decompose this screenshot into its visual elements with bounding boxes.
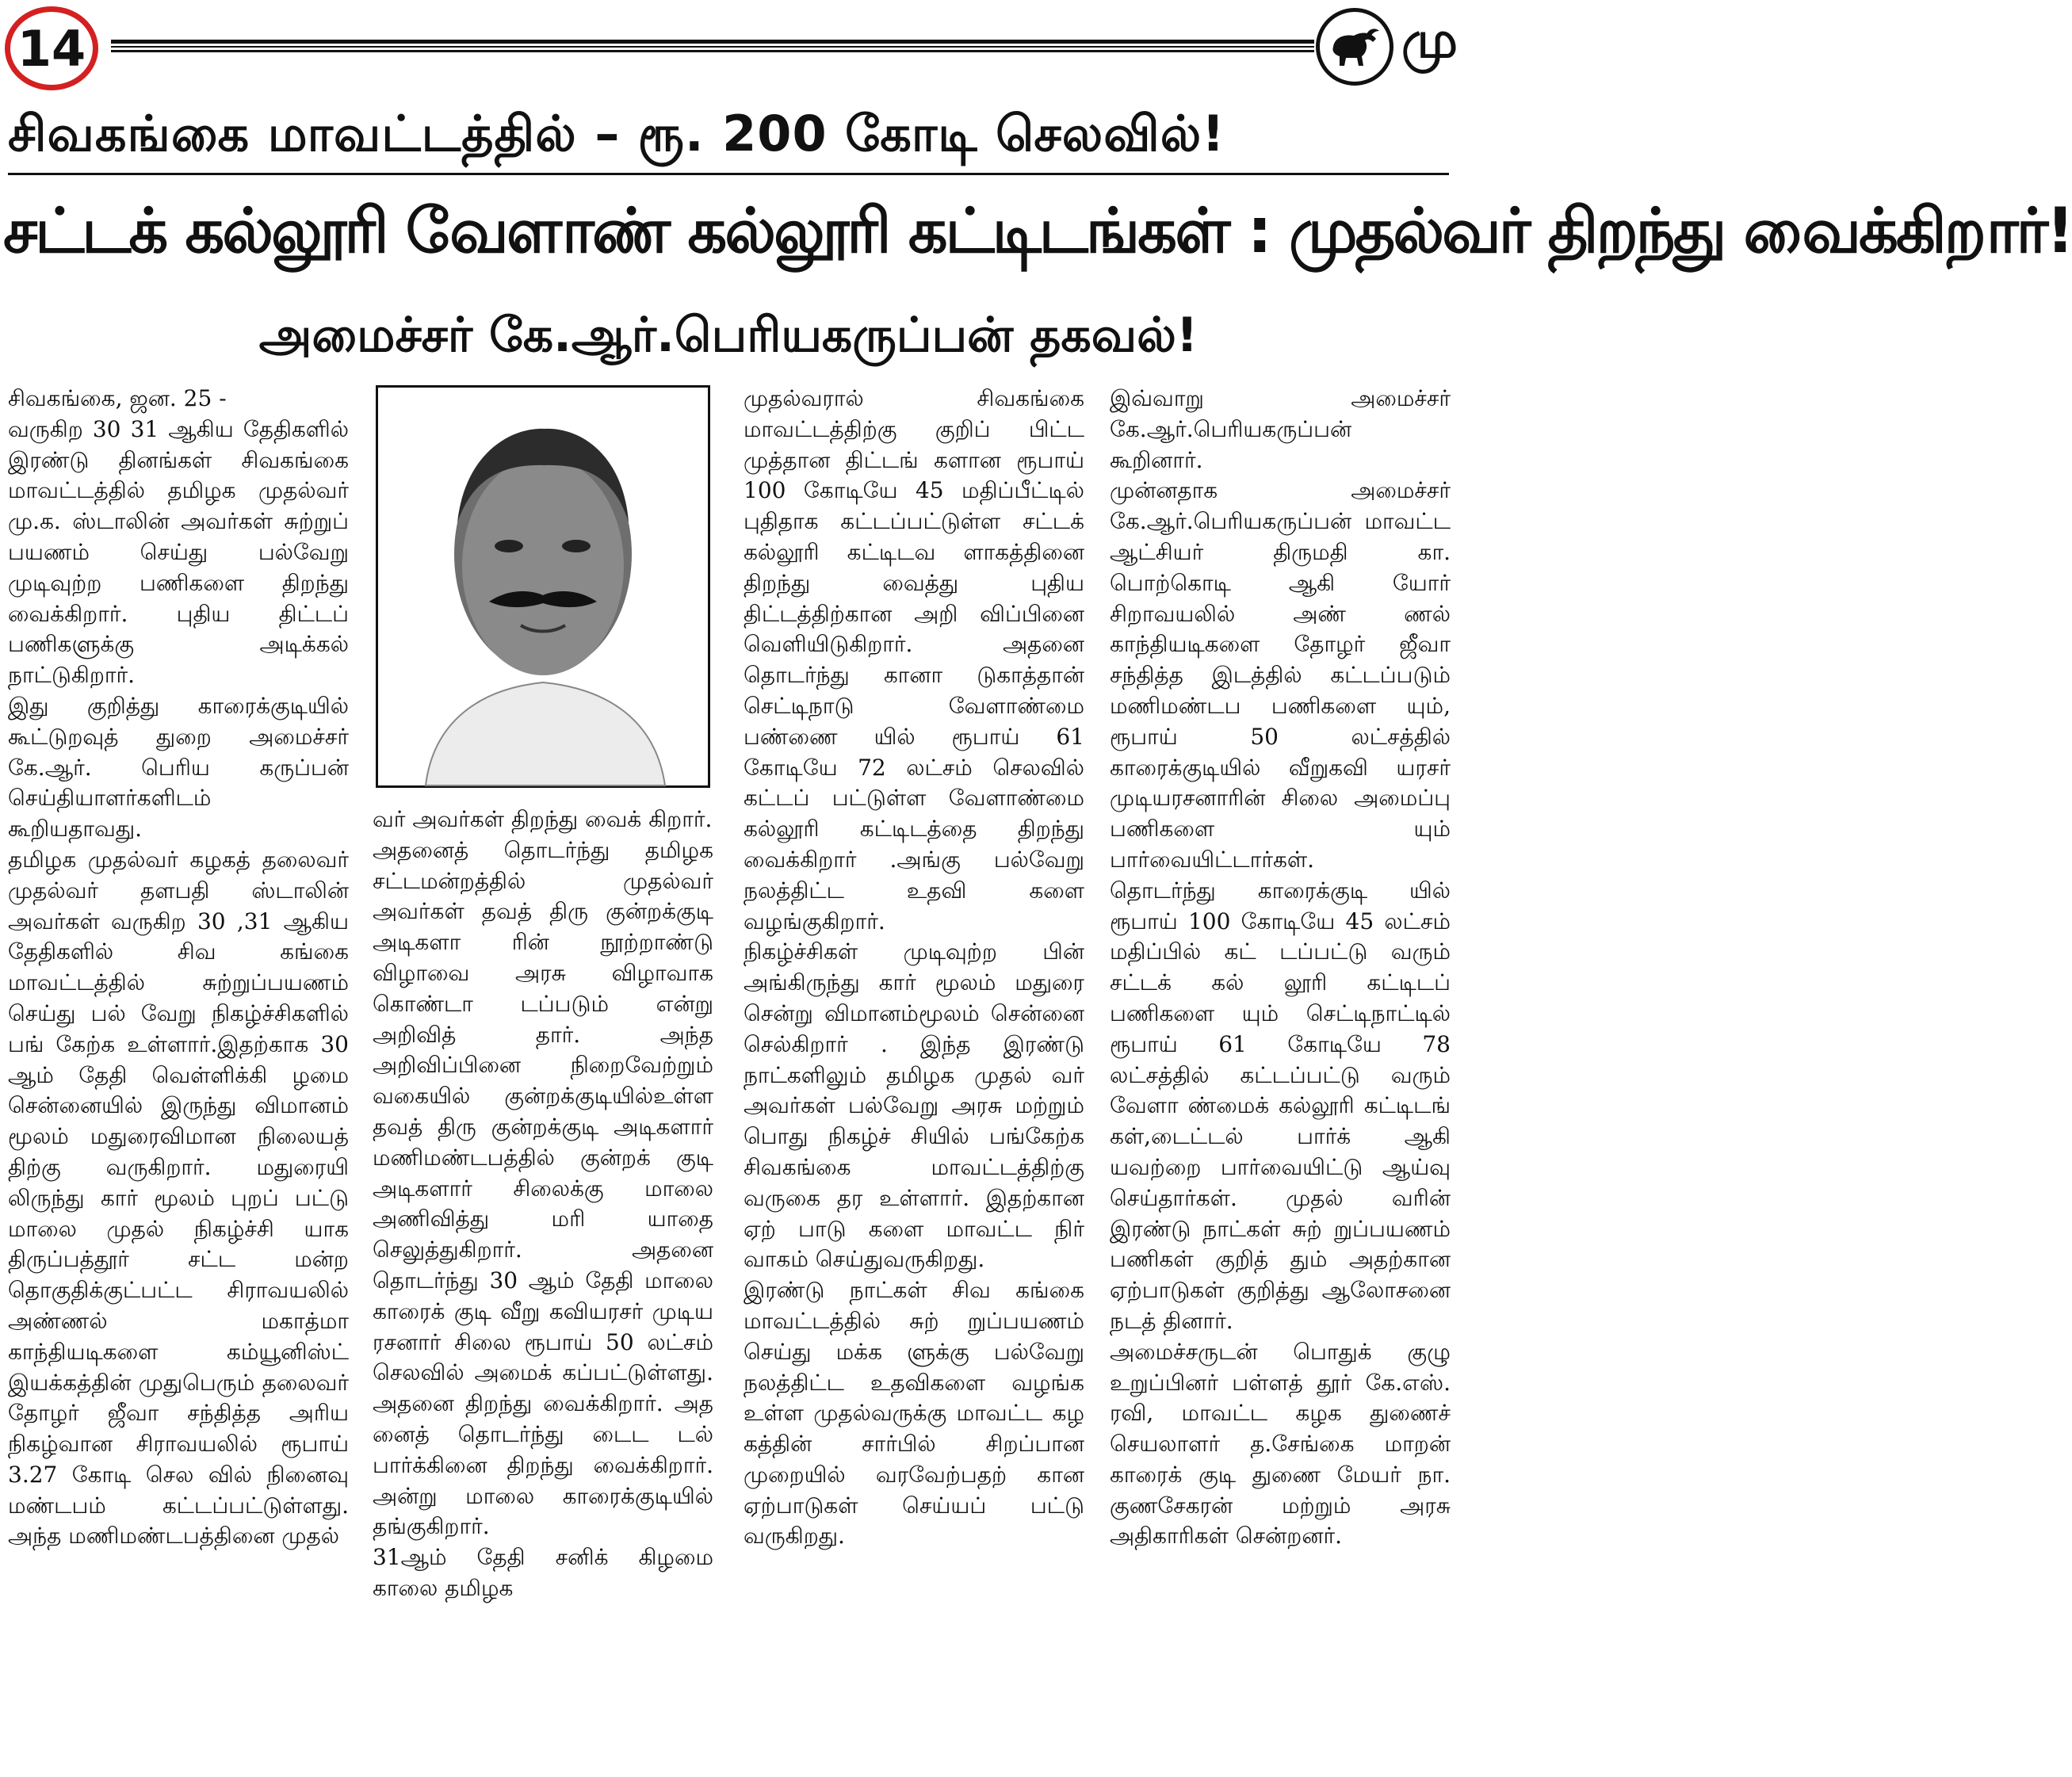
- bull-logo: [1316, 8, 1393, 86]
- article-headline: சட்டக் கல்லூரி வேளாண் கல்லூரி கட்டிடங்கள் : முதல்வர் திறந்து வைக்கிறார்!: [3, 196, 2072, 267]
- minister-photo: [376, 385, 710, 788]
- page-number: 14: [17, 19, 86, 78]
- article-column-3: முதல்வரால் சிவகங்கை மாவட்டத்திற்கு குறிப் பிட்ட முத்தான திட்டங் களான ரூபாய் 100 கோடியே 45 மதிப்பீட்டில் புதிதாக கட்டப்பட்டுள்ள சட்டக் கல்லூரி கட்டிடவ ளாகத்தினை திறந்து வைத்து புதிய திட்டத்திற்கான அறி விப்பினை வெளியிடுகிறார். அதனை தொடர்ந்து கானா டுகாத்தான் செட்டிநாடு வேளாண்மை பண்ணை யில் ரூபாய் 61 கோடியே 72 லட்சம் செலவில் கட்டப் பட்டுள்ள வேளாண்மை கல்லூரி கட்டிடத்தை திறந்து வைக்கிறார் .அங்கு பல்வேறு நலத்திட்ட உதவி களை வழங்குகிறார். நிகழ்ச்சிகள் முடிவுற்ற பின் அங்கிருந்து கார் மூலம் மதுரை சென்று விமானம்மூலம் சென்னை செல்கிறார் . இந்த இரண்டு நாட்களிலும் தமிழக முதல் வர் அவர்கள் பல்வேறு அரசு மற்றும் பொது நிகழ்ச் சியில் பங்கேற்க சிவகங்கை மாவட்டத்திற்கு வருகை தர உள்ளார். இதற்கான ஏற் பாடு களை மாவட்ட நிர் வாகம் செய்துவருகிறது. இரண்டு நாட்கள் சிவ கங்கை மாவட்டத்தில் சுற் றுப்பயணம் செய்து மக்க ளுக்கு பல்வேறு நலத்திட்ட உதவிகளை வழங்க உள்ள முதல்வருக்கு மாவட்ட கழ கத்தின் சார்பில் சிறப்பான முறையில் வரவேற்பதற் கான ஏற்பாடுகள் செய்யப் பட்டு வருகிறது.: [744, 385, 1084, 1550]
- article-column-1: சிவகங்கை, ஜன. 25 - வருகிற 30 31 ஆகிய தேதிகளில் இரண்டு தினங்கள் சிவகங்கை மாவட்டத்தில் தமிழக முதல்வர் மு.க. ஸ்டாலின் அவர்கள் சுற்றுப் பயணம் செய்து பல்வேறு முடிவுற்ற பணிகளை திறந்து வைக்கிறார். புதிய திட்டப் பணிகளுக்கு அடிக்கல் நாட்டுகிறார். இது குறித்து காரைக்குடியில் கூட்டுறவுத் துறை அமைச்சர் கே.ஆர். பெரிய கருப்பன் செய்தியாளர்களிடம் கூறியதாவது. தமிழக முதல்வர் கழகத் தலைவர் முதல்வர் தளபதி ஸ்டாலின் அவர்கள் வருகிற 30 ,31 ஆகிய தேதிகளில் சிவ கங்கை மாவட்டத்தில் சுற்றுப்பயணம் செய்து பல் வேறு நிகழ்ச்சிகளில் பங் கேற்க உள்ளார்.இதற்காக 30 ஆம் தேதி வெள்ளிக்கி ழமை சென்னையில் இருந்து விமானம் மூலம் மதுரைவிமான நிலையத் திற்கு வருகிறார். மதுரையி லிருந்து கார் மூலம் புறப் பட்டு மாலை முதல் நிகழ்ச்சி யாக திருப்பத்தூர் சட்ட மன்ற தொகுதிக்குட்பட்ட சிராவயலில் அண்ணல் மகாத்மா காந்தியடிகளை கம்யூனிஸ்ட் இயக்கத்தின் முதுபெரும் தலைவர் தோழர் ஜீவா சந்தித்த அரிய நிகழ்வான சிராவயலில் ரூபாய் 3.27 கோடி செல வில் நினைவு மண்டபம் கட்டப்பட்டுள்ளது. அந்த மணிமண்டபத்தினை முதல்: [8, 385, 349, 1550]
- bull-icon: [1327, 23, 1382, 71]
- paper-name-fragment: மு: [1401, 11, 1458, 70]
- article-kicker: சிவகங்கை மாவட்டத்தில் – ரூ. 200 கோடி செலவில்!: [8, 105, 1225, 162]
- minister-portrait-icon: [378, 388, 708, 785]
- article-subhead: அமைச்சர் கே.ஆர்.பெரியகருப்பன் தகவல்!: [258, 308, 1198, 363]
- article-column-2: வர் அவர்கள் திறந்து வைக் கிறார். அதனைத் தொடர்ந்து தமிழக சட்டமன்றத்தில் முதல்வர் அவர்கள் தவத் திரு குன்றக்குடி அடிகளா ரின் நூற்றாண்டு விழாவை அரசு விழாவாக கொண்டா டப்படும் என்று அறிவித் தார். அந்த அறிவிப்பினை நிறைவேற்றும் வகையில் குன்றக்குடியில்உள்ள தவத் திரு குன்றக்குடி அடிகளார் மணிமண்டபத்தில் குன்றக் குடி அடிகளார் சிலைக்கு மாலை அணிவித்து மரி யாதை செலுத்துகிறார். அதனை தொடர்ந்து 30 ஆம் தேதி மாலை காரைக் குடி வீறு கவியரசர் முடிய ரசனார் சிலை ரூபாய் 50 லட்சம் செலவில் அமைக் கப்பட்டுள்ளது. அதனை திறந்து வைக்கிறார். அத னைத் தொடர்ந்து டைட டல் பார்க்கினை திறந்து வைக்கிறார். அன்று மாலை காரைக்குடியில் தங்குகிறார். 31ஆம் தேதி சனிக் கிழமை காலை தமிழக: [373, 806, 713, 1601]
- article-column-4: இவ்வாறு அமைச்சர் கே.ஆர்.பெரியகருப்பன் கூறினார். முன்னதாக அமைச்சர் கே.ஆர்.பெரியகருப்பன் மாவட்ட ஆட்சியர் திருமதி கா. பொற்கொடி ஆகி யோர் சிறாவயலில் அண் ணல் காந்தியடிகளை தோழர் ஜீவா சந்தித்த இடத்தில் கட்டப்படும் மணிமண்டப பணிகளை யும், ரூபாய் 50 லட்சத்தில் காரைக்குடியில் வீறுகவி யரசர் முடியரசனாரின் சிலை அமைப்பு பணிகளை யும் பார்வையிட்டார்கள். தொடர்ந்து காரைக்குடி யில் ரூபாய் 100 கோடியே 45 லட்சம் மதிப்பில் கட் டப்பட்டு வரும் சட்டக் கல் லூரி கட்டிடப் பணிகளை யும் செட்டிநாட்டில் ரூபாய் 61 கோடியே 78 லட்சத்தில் கட்டப்பட்டு வரும் வேளா ண்மைக் கல்லூரி கட்டிடங் கள்,டைட்டல் பார்க் ஆகி யவற்றை பார்வையிட்டு ஆய்வு செய்தார்கள். முதல் வரின் இரண்டு நாட்கள் சுற் றுப்பயணம் பணிகள் குறித் தும் அதற்கான ஏற்பாடுகள் குறித்து ஆலோசனை நடத் தினார். அமைச்சருடன் பொதுக் குழு உறுப்பினர் பள்ளத் தூர் கே.எஸ். ரவி, மாவட்ட கழக துணைச் செயலாளர் த.சேங்கை மாறன் காரைக் குடி துணை மேயர் நா. குணசேகரன் மற்றும் அரசு அதிகாரிகள் சென்றனர்.: [1110, 385, 1451, 1550]
- page-number-badge: [5, 6, 98, 90]
- header-rule: [111, 40, 1314, 52]
- kicker-divider: [8, 173, 1449, 175]
